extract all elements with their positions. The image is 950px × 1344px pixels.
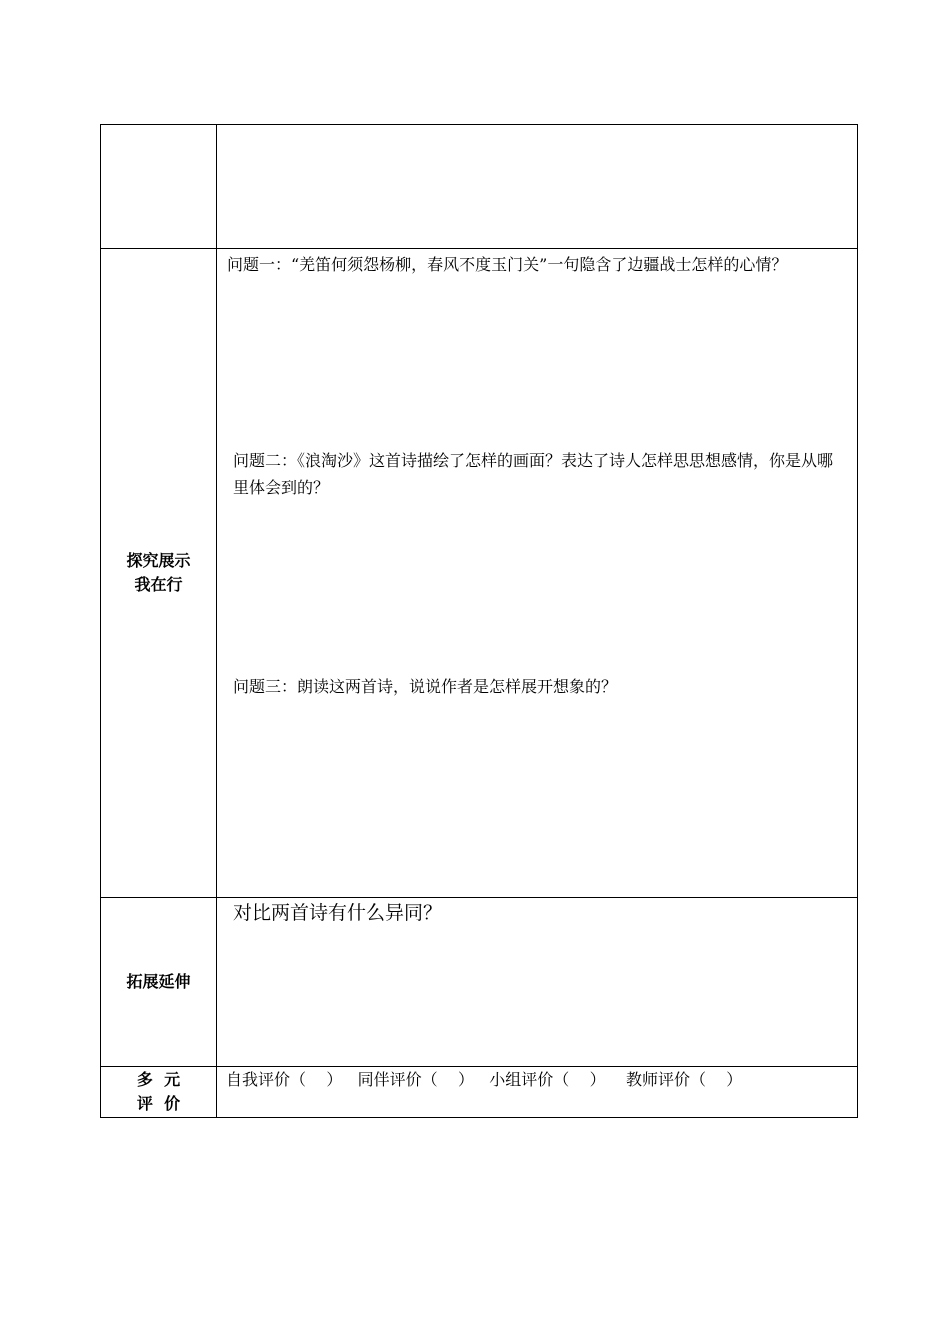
- extension-prompt: 对比两首诗有什么异同？: [233, 902, 443, 924]
- question-two: 问题二：《浪淘沙》这首诗描绘了怎样的画面？表达了诗人怎样思思想感情，你是从哪里体会到的？: [233, 451, 834, 497]
- peer-evaluation: 同伴评价（ ）: [357, 1070, 474, 1089]
- worksheet-table: [100, 124, 858, 1118]
- evaluation-label: [101, 1067, 217, 1118]
- blank-content-cell: [217, 125, 858, 249]
- table-row-blank: [101, 125, 858, 249]
- group-evaluation: 小组评价（ ）: [489, 1070, 606, 1089]
- table-row-evaluation: [101, 1067, 858, 1118]
- table-row-inquiry: [101, 249, 858, 898]
- self-evaluation: 自我评价（ ）: [226, 1070, 343, 1089]
- extension-content: [217, 898, 858, 1067]
- inquiry-label-line2: 我在行: [134, 575, 183, 594]
- question-three: 问题三：朗读这两首诗，说说作者是怎样展开想象的？: [233, 677, 618, 696]
- teacher-evaluation: 教师评价（ ）: [625, 1070, 743, 1089]
- inquiry-content: [217, 249, 858, 898]
- extension-label: 拓展延伸: [101, 898, 217, 1067]
- blank-label-cell: [101, 125, 217, 249]
- evaluation-content: [217, 1067, 858, 1118]
- evaluation-label-line2: 评 价: [136, 1094, 181, 1113]
- inquiry-label-line1: 探究展示: [126, 551, 191, 570]
- table-row-extension: [101, 898, 858, 1067]
- question-one: 问题一：“羌笛何须怨杨柳，春风不度玉门关”一句隐含了边疆战士怎样的心情？: [227, 255, 788, 274]
- evaluation-label-line1: 多 元: [136, 1070, 181, 1089]
- inquiry-label: [101, 249, 217, 898]
- worksheet: [100, 124, 857, 1118]
